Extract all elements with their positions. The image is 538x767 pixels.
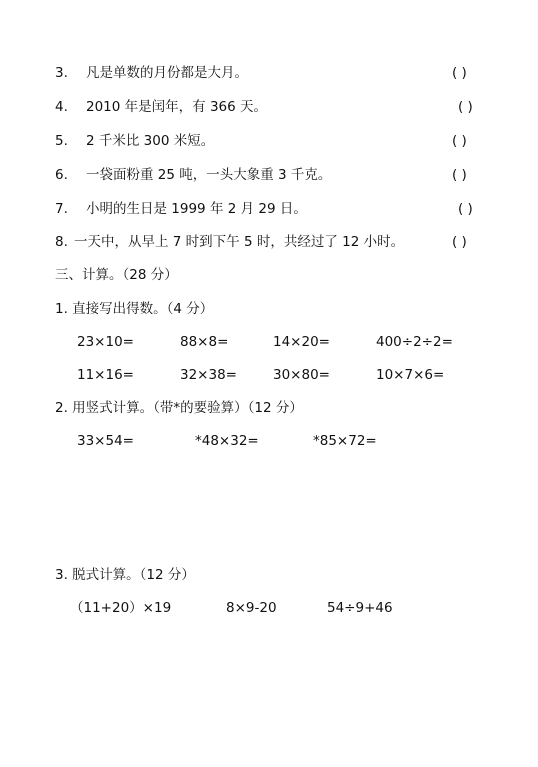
section-heading: 三、计算。（28 分） — [55, 267, 178, 283]
arithmetic-problem: 400÷2÷2= — [376, 334, 453, 350]
answer-parentheses[interactable]: ( ) — [452, 234, 467, 250]
arithmetic-problem: *48×32= — [195, 433, 259, 449]
item-number: 3. — [55, 65, 68, 81]
arithmetic-problem: 11×16= — [77, 367, 134, 383]
item-text: 一天中，从早上 7 时到下午 5 时，共经过了 12 小时。 — [74, 234, 405, 250]
arithmetic-problem: 33×54= — [77, 433, 134, 449]
arithmetic-problem: 10×7×6= — [376, 367, 445, 383]
item-number: 5. — [55, 133, 68, 149]
item-text: 2 千米比 300 米短。 — [86, 133, 215, 149]
arithmetic-problem: 88×8= — [180, 334, 229, 350]
arithmetic-problem: 8×9-20 — [226, 600, 277, 616]
answer-parentheses[interactable]: ( ) — [452, 167, 467, 183]
arithmetic-problem: 30×80= — [273, 367, 330, 383]
item-number: 7. — [55, 201, 68, 217]
arithmetic-problem: 32×38= — [180, 367, 237, 383]
answer-parentheses[interactable]: ( ) — [458, 201, 473, 217]
item-text: 2010 年是闰年，有 366 天。 — [86, 99, 267, 115]
arithmetic-problem: 23×10= — [77, 334, 134, 350]
question-heading: 1. 直接写出得数。（4 分） — [55, 301, 214, 317]
question-heading: 3. 脱式计算。（12 分） — [55, 567, 195, 583]
answer-parentheses[interactable]: ( ) — [452, 65, 467, 81]
arithmetic-problem: （11+20）×19 — [70, 600, 172, 616]
question-heading: 2. 用竖式计算。（带*的要验算）（12 分） — [55, 400, 303, 416]
answer-parentheses[interactable]: ( ) — [452, 133, 467, 149]
item-text: 凡是单数的月份都是大月。 — [86, 65, 248, 81]
item-text: 一袋面粉重 25 吨，一头大象重 3 千克。 — [86, 167, 332, 183]
item-number: 4. — [55, 99, 68, 115]
arithmetic-problem: *85×72= — [313, 433, 377, 449]
item-text: 小明的生日是 1999 年 2 月 29 日。 — [86, 201, 307, 217]
arithmetic-problem: 14×20= — [273, 334, 330, 350]
arithmetic-problem: 54÷9+46 — [327, 600, 393, 616]
item-number: 6. — [55, 167, 68, 183]
item-number: 8. — [55, 234, 68, 250]
answer-parentheses[interactable]: ( ) — [458, 99, 473, 115]
